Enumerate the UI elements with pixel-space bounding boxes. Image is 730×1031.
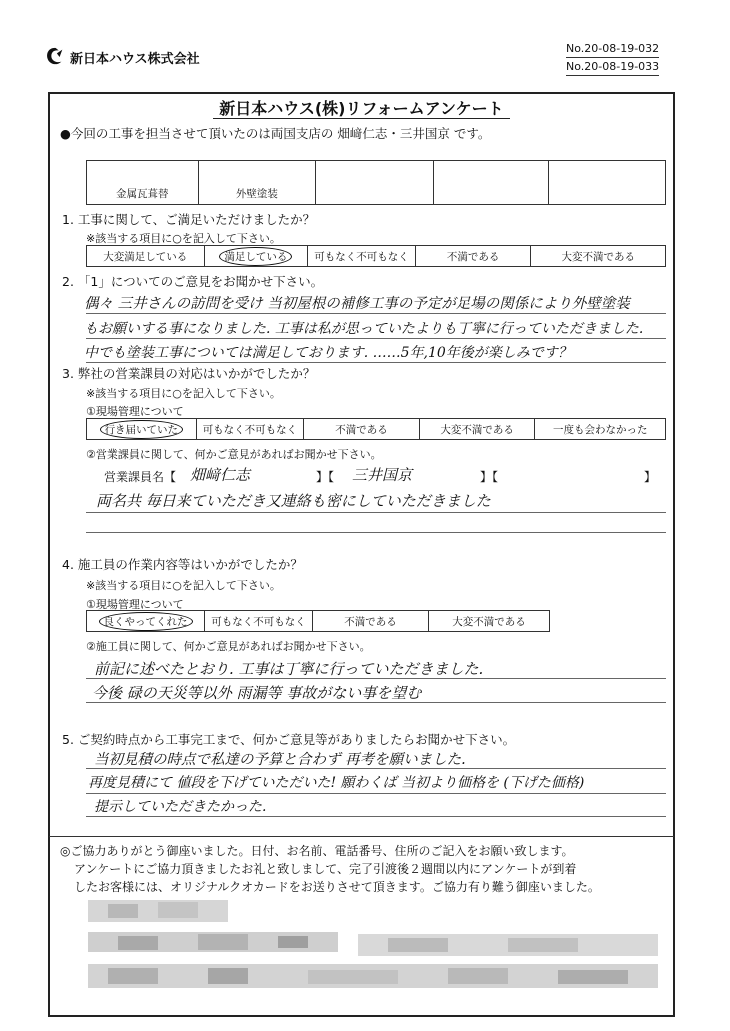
q4-sub-heading: ①現場管理について xyxy=(86,598,184,611)
q3-option: 大変不満である xyxy=(420,419,536,439)
work-cell xyxy=(434,161,550,204)
q1-option-selected: 満足している xyxy=(205,246,309,266)
rule-line xyxy=(86,793,666,794)
q4-option: 不満である xyxy=(313,611,429,631)
work-cell: 外壁塗装 xyxy=(199,161,317,204)
work-cell xyxy=(549,161,665,204)
survey-title: 新日本ハウス(株)リフォームアンケート xyxy=(48,96,675,119)
work-cell: 金属瓦葺替 xyxy=(87,161,199,204)
q4-option-selected: 良くやってくれた xyxy=(87,611,205,631)
q2-question: 2. 「1」についてのご意見をお聞かせ下さい。 xyxy=(62,274,324,289)
rule-line xyxy=(86,816,666,817)
bracket: 】【 xyxy=(316,470,335,484)
q3-question: 3. 弊社の営業課員の対応はいかがでしたか？ xyxy=(62,366,316,381)
footer-line: したお客様には、オリジナルクオカードをお送りさせて頂きます。ご協力有り難う御座いました。 xyxy=(74,880,600,894)
q3-option: 一度も会わなかった xyxy=(552,423,648,436)
q5-question: 5. ご契約時点から工事完工まで、何かご意見等がありましたらお聞かせ下さい。 xyxy=(62,732,516,747)
q4-option: 大変不満である xyxy=(452,615,526,628)
footer-divider xyxy=(49,836,674,837)
rule-line xyxy=(86,512,666,513)
q2-answer-line: 中でも塗装工事については満足しております. ……5年,10年後が楽しみです？ xyxy=(84,345,572,361)
q4-answer-line: 前記に述べたとおり. 工事は丁寧に行っていただきました. xyxy=(94,660,484,678)
q4-answer-line: 今後 碌の天災等以外 雨漏等 事故がない事を望む xyxy=(92,684,422,702)
q4-options xyxy=(86,610,550,632)
bracket: 】【 xyxy=(480,470,499,484)
company-logo xyxy=(44,46,200,68)
q3-option: 不満である xyxy=(304,419,420,439)
q3-options xyxy=(86,418,666,440)
company-name: 新日本ハウス株式会社 xyxy=(70,51,200,67)
footer-line: ◎ご協力ありがとう御座いました。日付、お名前、電話番号、住所のご記入をお願い致します。 xyxy=(60,844,574,858)
document-number: No.20-08-19-032 xyxy=(566,40,659,58)
rule-line xyxy=(86,702,666,703)
redacted-customer-info xyxy=(88,898,658,1004)
intro-text: ●今回の工事を担当させて頂いたのは両国支店の 畑﨑仁志・三井国京 です。 xyxy=(60,126,491,141)
q3-sub-heading: ①現場管理について xyxy=(86,405,184,418)
q5-answer-line: 当初見積の時点で私達の予算と合わず 再考を願いました. xyxy=(94,752,466,768)
q4-option: 可もなく不可もなく xyxy=(205,611,313,631)
q3-option-selected: 行き届いていた xyxy=(87,419,197,439)
q5-answer-line: 提示していただきたかった. xyxy=(94,799,267,815)
document-numbers xyxy=(566,40,659,76)
rule-line xyxy=(86,678,666,679)
staff-name: 畑﨑仁志 xyxy=(190,466,251,484)
bracket: 】 xyxy=(644,470,657,484)
rule-line xyxy=(86,768,666,769)
q3-option: 可もなく不可もなく xyxy=(197,419,305,439)
staff-label: 営業課員名【 xyxy=(104,470,177,484)
q4-instruction: ※該当する項目に○を記入して下さい。 xyxy=(86,579,281,592)
rule-line xyxy=(86,338,666,339)
work-cell xyxy=(316,161,434,204)
q1-question: 1. 工事に関して、ご満足いただけましたか？ xyxy=(62,212,316,227)
q2-answer-line: 偶々 三井さんの訪問を受け 当初屋根の補修工事の予定が足場の関係により外壁塗装 xyxy=(84,296,630,312)
q3-instruction: ※該当する項目に○を記入して下さい。 xyxy=(86,387,281,400)
q3-answer: 両名共 毎日来ていただき又連絡も密にしていただきました xyxy=(96,492,491,510)
staff-name: 三井国京 xyxy=(352,466,413,484)
q4-question: 4. 施工員の作業内容等はいかがでしたか？ xyxy=(62,557,303,572)
q1-instruction: ※該当する項目に○を記入して下さい。 xyxy=(86,232,281,245)
q3-sub-heading: ②営業課員に関して、何かご意見があればお聞かせ下さい。 xyxy=(86,448,382,461)
q1-option: 不満である xyxy=(416,246,532,266)
footer-line: アンケートにご協力頂きましたお礼と致しまして、完了引渡後２週間以内にアンケートが到着 xyxy=(74,862,577,876)
rule-line xyxy=(86,313,666,314)
works-table xyxy=(86,160,666,205)
document-number: No.20-08-19-033 xyxy=(566,58,659,76)
q1-options xyxy=(86,245,666,267)
company-logo-icon xyxy=(44,46,66,68)
q4-sub-heading: ②施工員に関して、何かご意見があればお聞かせ下さい。 xyxy=(86,640,371,653)
q2-answer-line: もお願いする事になりました. 工事は私が思っていたよりも丁寧に行っていただきました. xyxy=(84,321,644,337)
q1-option: 大変満足している xyxy=(87,246,205,266)
rule-line xyxy=(86,362,666,363)
rule-line xyxy=(86,532,666,533)
q5-answer-line: 再度見積にて 値段を下げていただいた! 願わくば 当初より価格を (下げた価格) xyxy=(88,775,585,791)
q1-option: 可もなく不可もなく xyxy=(308,246,416,266)
q1-option: 大変不満である xyxy=(561,250,635,263)
